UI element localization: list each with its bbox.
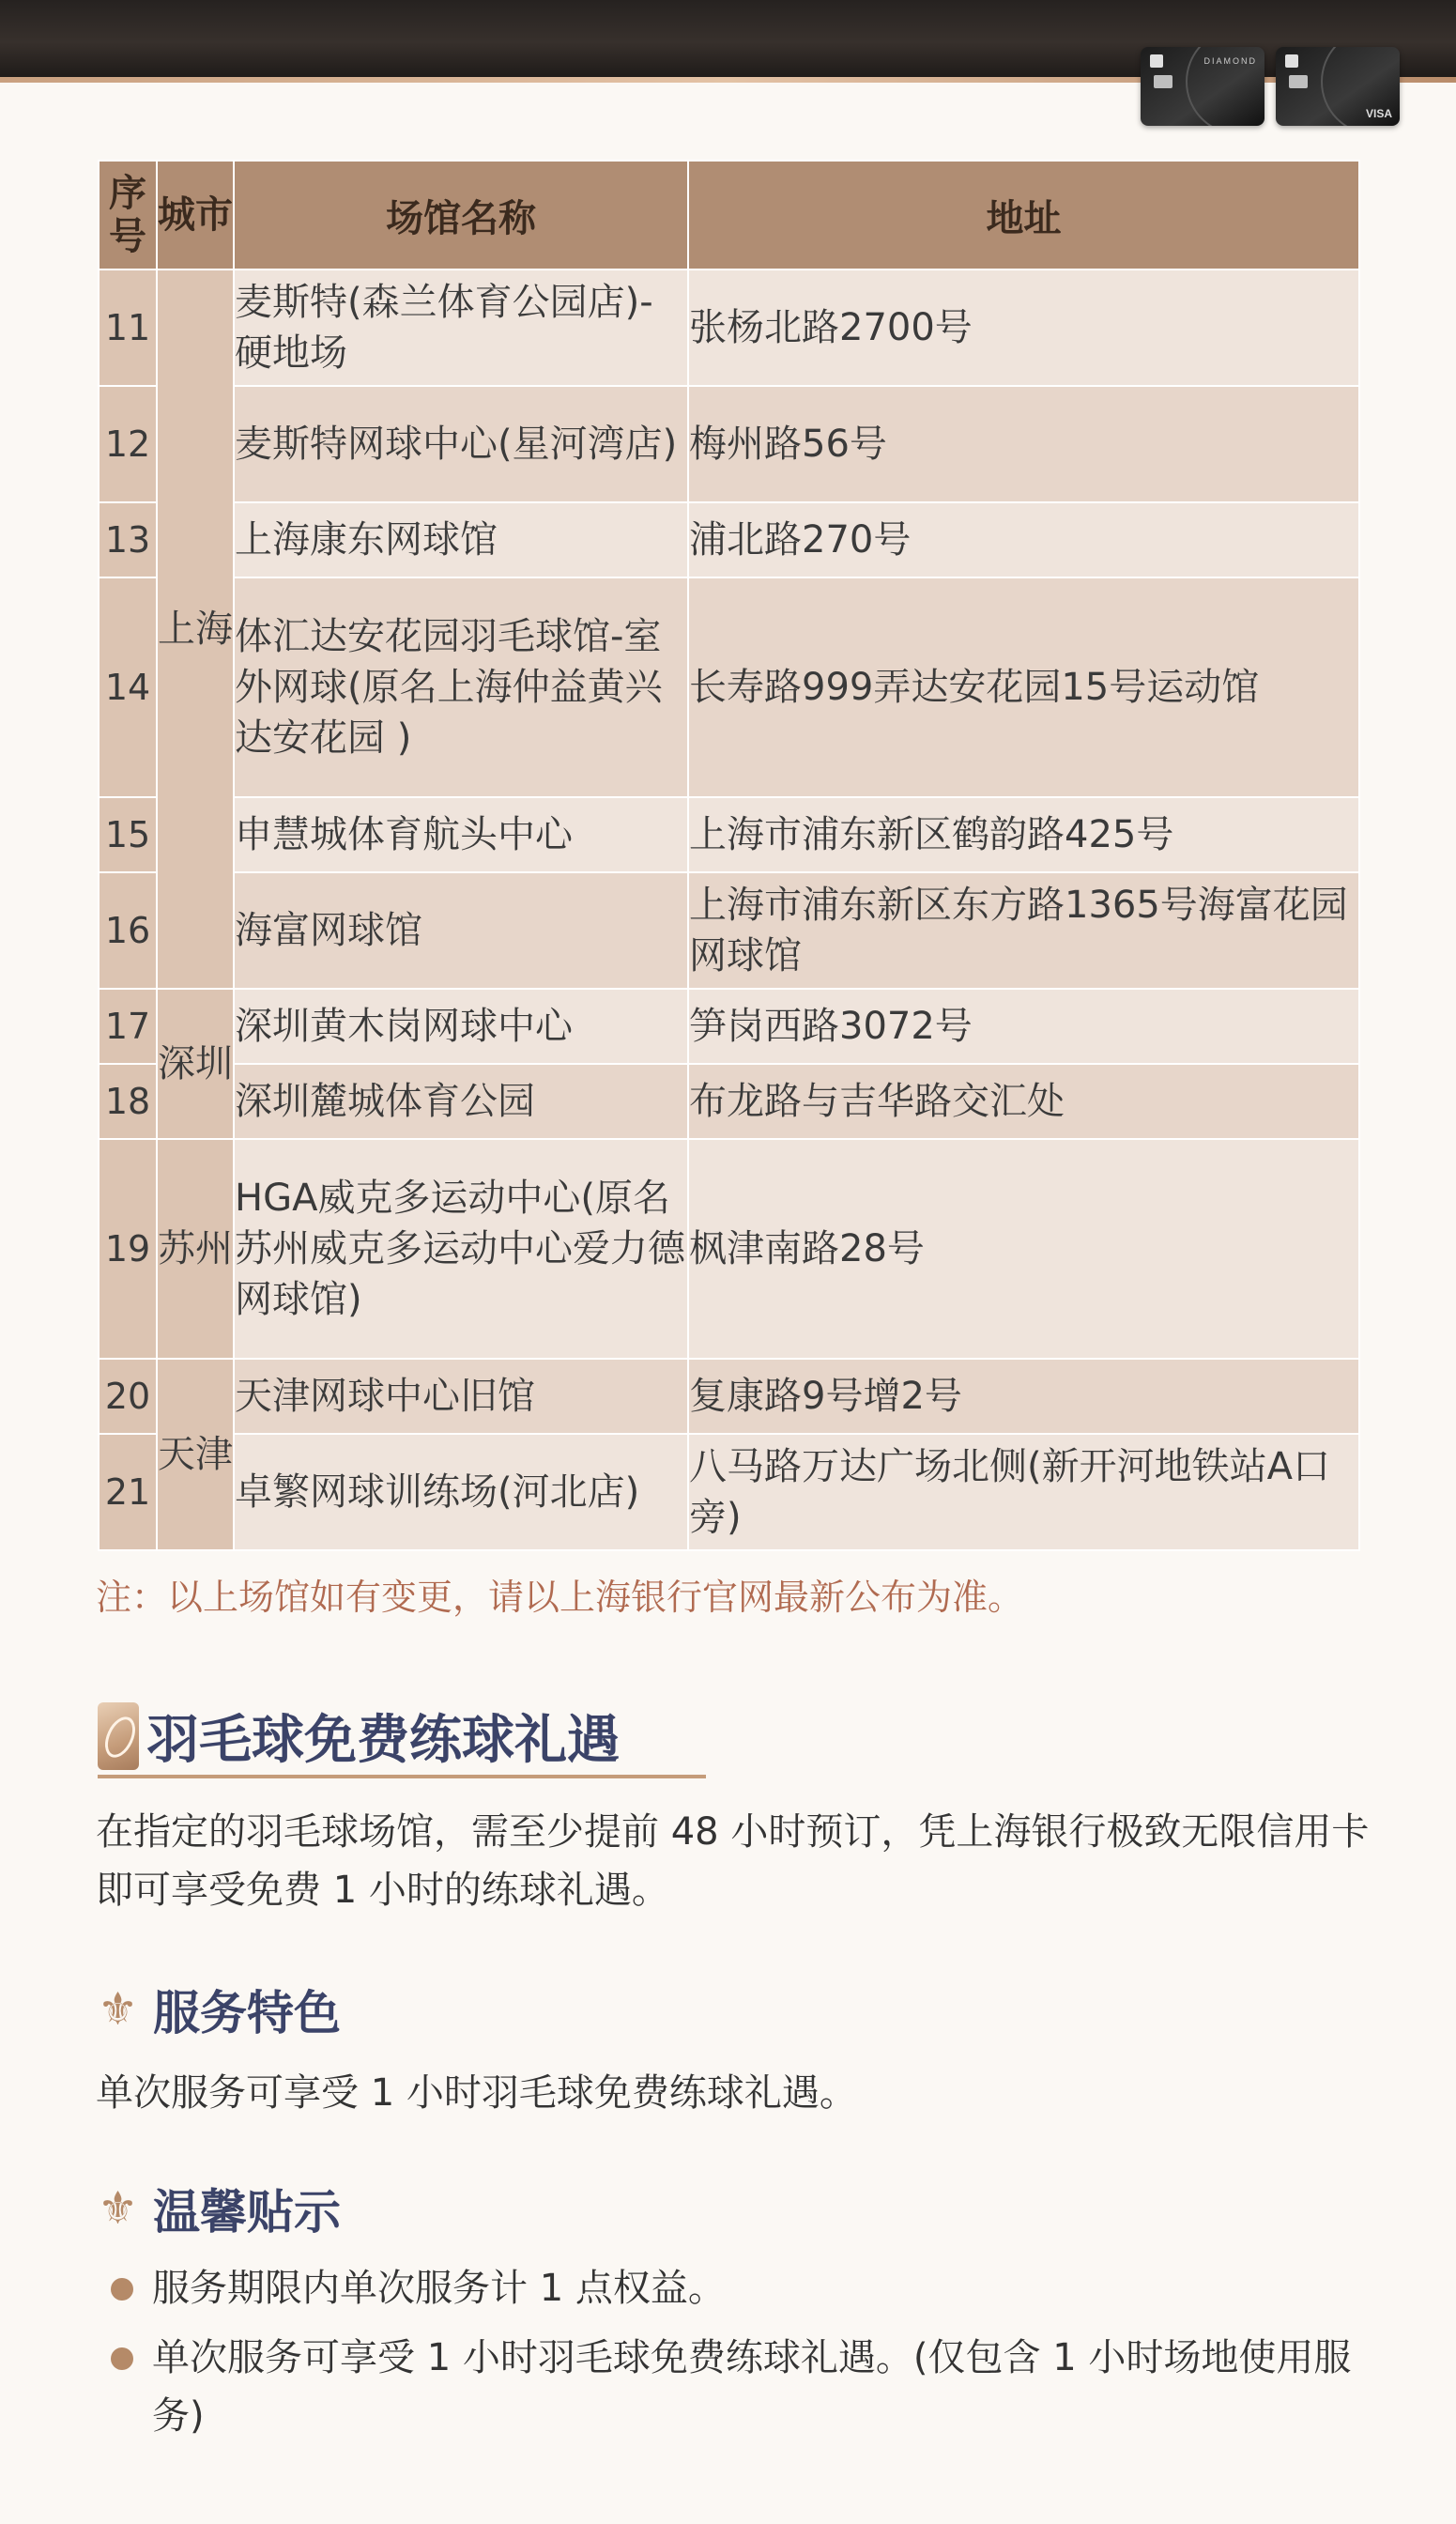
section-header: [98, 1696, 620, 1777]
city-cell: 上海: [157, 269, 234, 989]
venue-address: 上海市浦东新区东方路1365号海富花园网球馆: [688, 872, 1359, 989]
badminton-feather-icon: [98, 1702, 139, 1770]
venue-name: 申慧城体育航头中心: [234, 797, 688, 872]
table-row: [99, 872, 1359, 989]
tips-title: 温馨贴示: [153, 2185, 342, 2239]
venue-address: 长寿路999弄达安花园15号运动馆: [688, 577, 1359, 797]
section-title: 羽毛球免费练球礼遇: [146, 1710, 620, 1771]
tip-text: 服务期限内单次服务计 1 点权益。: [152, 2267, 726, 2310]
table-row: [99, 989, 1359, 1064]
card-decoration: [1186, 47, 1264, 126]
card-images: [1141, 47, 1400, 126]
table-row: [99, 1064, 1359, 1139]
venue-address: 复康路9号增2号: [688, 1359, 1359, 1434]
table-row: [99, 1139, 1359, 1359]
table-row: [99, 797, 1359, 872]
venue-address: 枫津南路28号: [688, 1139, 1359, 1359]
city-cell: 天津: [157, 1359, 234, 1550]
table-header-row: [99, 161, 1359, 269]
table-row: [99, 577, 1359, 797]
fleur-de-lis-icon: ⚜: [98, 1983, 139, 2036]
venue-name: 麦斯特网球中心(星河湾店): [234, 386, 688, 502]
venue-address: 笋岗西路3072号: [688, 989, 1359, 1064]
bank-logo-icon: [1150, 54, 1163, 68]
venue-name: 卓繁网球训练场(河北店): [234, 1434, 688, 1550]
venue-name: 麦斯特(森兰体育公园店)-硬地场: [234, 269, 688, 386]
venue-address: 浦北路270号: [688, 502, 1359, 577]
venue-table: [98, 160, 1360, 1551]
card-chip-icon: [1154, 75, 1172, 88]
visa-logo: VISA: [1365, 107, 1392, 120]
row-number: 11: [99, 269, 157, 386]
bullet-dot-icon: [111, 2347, 133, 2370]
venue-name: 深圳黄木岗网球中心: [234, 989, 688, 1064]
row-number: 12: [99, 386, 157, 502]
row-number: 14: [99, 577, 157, 797]
table-row: [99, 502, 1359, 577]
header-index: 序号: [99, 161, 157, 269]
fleur-de-lis-icon: ⚜: [98, 2182, 139, 2235]
row-number: 16: [99, 872, 157, 989]
section-intro: 在指定的羽毛球场馆，需至少提前 48 小时预订，凭上海银行极致无限信用卡即可享受免费 1 小时的练球礼遇。: [96, 1810, 1370, 1912]
table-row: [99, 269, 1359, 386]
tips-header: [98, 2175, 341, 2242]
venue-name: 深圳麓城体育公园: [234, 1064, 688, 1139]
tip-item: [111, 2259, 1369, 2317]
city-cell: 苏州: [157, 1139, 234, 1359]
venue-name: 体汇达安花园羽毛球馆-室外网球(原名上海仲益黄兴达安花园 ): [234, 577, 688, 797]
row-number: 18: [99, 1064, 157, 1139]
feature-title: 服务特色: [153, 1986, 342, 2040]
row-number: 15: [99, 797, 157, 872]
table-row: [99, 1434, 1359, 1550]
venue-name: 海富网球馆: [234, 872, 688, 989]
row-number: 17: [99, 989, 157, 1064]
table-row: [99, 386, 1359, 502]
venue-address: 布龙路与吉华路交汇处: [688, 1064, 1359, 1139]
venue-name: HGA威克多运动中心(原名 苏州威克多运动中心爱力德网球馆): [234, 1139, 688, 1359]
card-chip-icon: [1289, 75, 1308, 88]
venue-name: 天津网球中心旧馆: [234, 1359, 688, 1434]
row-number: 19: [99, 1139, 157, 1359]
venue-address: 上海市浦东新区鹤韵路425号: [688, 797, 1359, 872]
credit-card-visa: [1276, 47, 1400, 126]
feature-header: [98, 1976, 341, 2043]
bullet-dot-icon: [111, 2278, 133, 2301]
row-number: 13: [99, 502, 157, 577]
venue-address: 梅州路56号: [688, 386, 1359, 502]
table-row: [99, 1359, 1359, 1434]
credit-card-diamond: [1141, 47, 1264, 126]
tip-text: 单次服务可享受 1 小时羽毛球免费练球礼遇。(仅包含 1 小时场地使用服务): [152, 2336, 1352, 2438]
bank-logo-icon: [1285, 54, 1298, 68]
header-city: 城市: [157, 161, 234, 269]
row-number: 21: [99, 1434, 157, 1550]
feature-text: 单次服务可享受 1 小时羽毛球免费练球礼遇。: [96, 2071, 857, 2115]
venue-name: 上海康东网球馆: [234, 502, 688, 577]
header-address: 地址: [688, 161, 1359, 269]
tip-item: [111, 2329, 1369, 2445]
card-name: DIAMOND: [1203, 56, 1257, 66]
venue-change-note: 注：以上场馆如有变更，请以上海银行官网最新公布为准。: [96, 1577, 1024, 1618]
venue-address: 张杨北路2700号: [688, 269, 1359, 386]
row-number: 20: [99, 1359, 157, 1434]
city-cell: 深圳: [157, 989, 234, 1139]
header-venue-name: 场馆名称: [234, 161, 688, 269]
section-underline: [98, 1775, 706, 1778]
venue-address: 八马路万达广场北侧(新开河地铁站A口旁): [688, 1434, 1359, 1550]
